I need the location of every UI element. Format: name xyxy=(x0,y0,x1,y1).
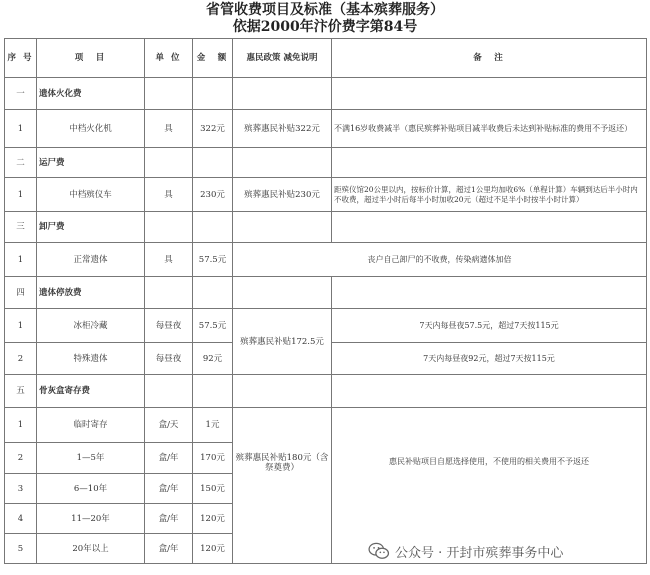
row-amount: 230元 xyxy=(193,178,233,212)
row-amount: 170元 xyxy=(193,443,233,474)
row-amount: 322元 xyxy=(193,110,233,148)
row-unit: 每昼夜 xyxy=(145,309,193,343)
row-remark: 惠民补贴项目自愿选择使用，不使用的相关费用不予返还 xyxy=(332,408,647,564)
section-row xyxy=(5,148,647,178)
section-no: 四 xyxy=(5,277,37,309)
row-no: 1 xyxy=(5,178,37,212)
row-no: 1 xyxy=(5,408,37,443)
row-amount: 57.5元 xyxy=(193,309,233,343)
row-no: 2 xyxy=(5,343,37,375)
row-policy: 殡葬惠民补贴180元（含祭奠费） xyxy=(233,408,332,564)
row-unit: 盒/年 xyxy=(145,534,193,564)
row-amount: 120元 xyxy=(193,534,233,564)
row-item: 临时寄存 xyxy=(37,408,145,443)
row-amount: 150元 xyxy=(193,474,233,504)
watermark xyxy=(368,538,563,564)
section-no: 三 xyxy=(5,212,37,243)
row-no: 1 xyxy=(5,309,37,343)
row-no: 2 xyxy=(5,443,37,474)
row-unit: 具 xyxy=(145,178,193,212)
section-title: 骨灰盒寄存费 xyxy=(37,375,145,408)
header-remark: 备 注 xyxy=(332,39,647,78)
header-no: 序 号 xyxy=(5,39,37,78)
row-remark: 丧户自己卸尸的不收费，传染病遗体加倍 xyxy=(233,243,647,277)
table-row xyxy=(5,408,647,443)
row-item: 特殊遗体 xyxy=(37,343,145,375)
row-unit: 具 xyxy=(145,243,193,277)
row-remark: 不满16岁收费减半（惠民殡葬补贴项目减半收费后未达到补贴标准的费用不予返还） xyxy=(332,110,647,148)
section-title: 遗体停放费 xyxy=(37,277,145,309)
header-item: 项 目 xyxy=(37,39,145,78)
section-title: 卸尸费 xyxy=(37,212,145,243)
section-row xyxy=(5,78,647,110)
watermark-text: 公众号 · 开封市殡葬事务中心 xyxy=(395,545,564,561)
fee-table xyxy=(4,38,647,564)
section-row xyxy=(5,277,647,309)
table-row xyxy=(5,110,647,148)
document-title xyxy=(0,2,650,36)
section-title: 运尸费 xyxy=(37,148,145,178)
row-item: 正常遗体 xyxy=(37,243,145,277)
title-line-2: 依据2000年汴价费字第84号 xyxy=(232,19,418,35)
row-policy: 殡葬惠民补贴230元 xyxy=(233,178,332,212)
row-policy: 殡葬惠民补贴322元 xyxy=(233,110,332,148)
wechat-icon xyxy=(368,542,390,560)
header-unit: 单 位 xyxy=(145,39,193,78)
row-item: 20年以上 xyxy=(37,534,145,564)
row-item: 6—10年 xyxy=(37,474,145,504)
row-unit: 盒/年 xyxy=(145,443,193,474)
title-line-1: 省管收费项目及标准（基本殡葬服务） xyxy=(206,2,444,18)
row-item: 11—20年 xyxy=(37,504,145,534)
row-no: 3 xyxy=(5,474,37,504)
row-no: 5 xyxy=(5,534,37,564)
row-remark: 距殡仪馆20公里以内，按标价计算，超过1公里均加收6%（单程计算）车辆到达后半小时内不收费，超过半小时后每半小时加收20元（超过不足半小时按半小时计算） xyxy=(332,178,647,212)
row-amount: 120元 xyxy=(193,504,233,534)
row-amount: 57.5元 xyxy=(193,243,233,277)
row-remark: 7天内每昼夜57.5元，超过7天按115元 xyxy=(332,309,647,343)
section-no: 一 xyxy=(5,78,37,110)
row-policy: 殡葬惠民补贴172.5元 xyxy=(233,309,332,375)
row-item: 1—5年 xyxy=(37,443,145,474)
row-unit: 具 xyxy=(145,110,193,148)
row-unit: 每昼夜 xyxy=(145,343,193,375)
header-amount: 金 额 xyxy=(193,39,233,78)
table-header-row xyxy=(5,39,647,78)
section-title: 遗体火化费 xyxy=(37,78,145,110)
row-no: 1 xyxy=(5,243,37,277)
section-no: 二 xyxy=(5,148,37,178)
table-row xyxy=(5,243,647,277)
header-policy: 惠民政策 减免说明 xyxy=(233,39,332,78)
row-item: 中档火化机 xyxy=(37,110,145,148)
row-no: 4 xyxy=(5,504,37,534)
section-no: 五 xyxy=(5,375,37,408)
section-row xyxy=(5,375,647,408)
row-amount: 92元 xyxy=(193,343,233,375)
section-row xyxy=(5,212,647,243)
row-unit: 盒/年 xyxy=(145,474,193,504)
row-amount: 1元 xyxy=(193,408,233,443)
row-unit: 盒/年 xyxy=(145,504,193,534)
row-remark: 7天内每昼夜92元，超过7天按115元 xyxy=(332,343,647,375)
row-no: 1 xyxy=(5,110,37,148)
row-item: 中档殡仪车 xyxy=(37,178,145,212)
row-item: 冰柜冷藏 xyxy=(37,309,145,343)
table-row xyxy=(5,309,647,343)
row-unit: 盒/天 xyxy=(145,408,193,443)
table-row xyxy=(5,178,647,212)
